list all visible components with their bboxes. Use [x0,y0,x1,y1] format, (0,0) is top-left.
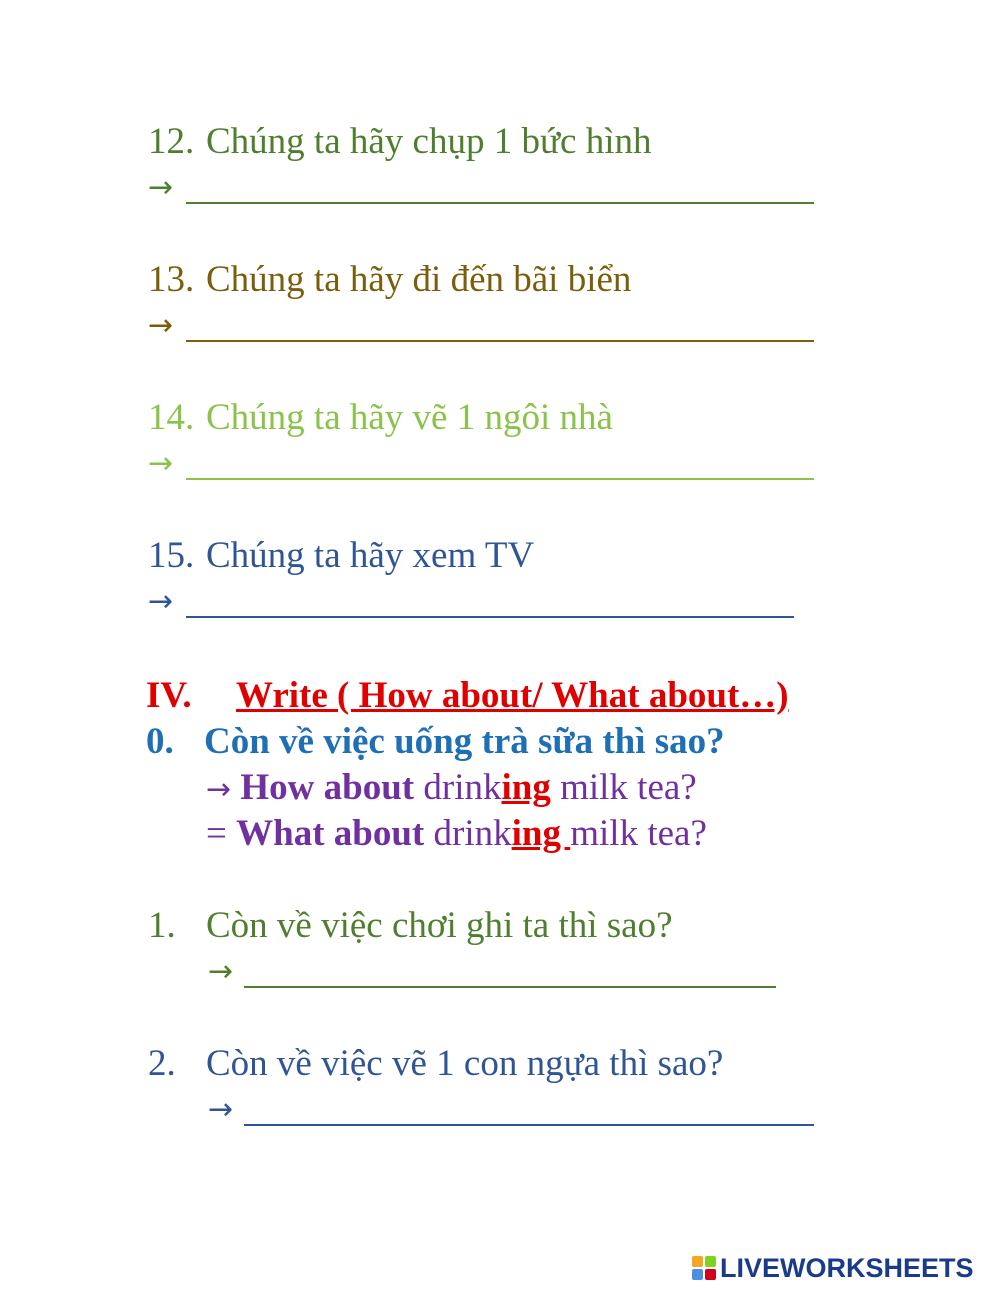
question-text: Chúng ta hãy đi đến bãi biển [206,259,632,300]
liveworksheets-logo [692,1253,974,1283]
question-15 [148,534,534,578]
equals-sign: = [206,813,227,854]
answer-input-12[interactable] [186,172,820,202]
arrow-icon: → [148,170,174,205]
answer-row-14 [148,444,814,484]
question-12 [148,120,651,164]
logo-mark-icon [692,1256,716,1280]
arrow-icon: → [148,584,174,619]
question-13 [148,258,631,302]
arrow-icon: → [208,1092,234,1127]
answer-row-1 [208,952,776,992]
logo-text: LIVEWORKSHEETS [720,1252,974,1283]
question-1 [148,904,673,948]
ing-suffix: ing [511,813,571,854]
phrase-what-about: What about [236,813,425,854]
answer-input-13[interactable] [186,310,820,340]
question-text: Chúng ta hãy vẽ 1 ngôi nhà [206,397,613,438]
section-heading [146,674,789,718]
question-number: 12. [148,121,195,162]
answer-input-2[interactable] [244,1094,820,1124]
section-title: Write ( How about/ What about…) [236,675,789,716]
question-number: 2. [148,1043,176,1084]
example-answer-1 [206,766,697,812]
arrow-icon: → [206,772,232,807]
answer-row-12 [148,168,814,208]
answer-underline [186,616,794,618]
answer-row-2 [208,1090,814,1130]
answer-input-14[interactable] [186,448,820,478]
question-text: Còn về việc chơi ghi ta thì sao? [206,905,673,946]
question-number: 15. [148,535,195,576]
answer-underline [186,340,814,342]
answer-rest: milk tea? [550,767,697,808]
ing-suffix: ing [501,767,551,808]
question-number: 0. [146,721,174,762]
question-number: 13. [148,259,195,300]
verb-stem: drink [414,767,502,808]
question-text: Chúng ta hãy chụp 1 bức hình [206,121,652,162]
question-number: 14. [148,397,195,438]
answer-underline [244,986,776,988]
answer-input-1[interactable] [244,956,782,986]
example-question [146,720,725,764]
question-text: Chúng ta hãy xem TV [206,535,535,576]
question-2 [148,1042,723,1086]
question-number: 1. [148,905,176,946]
answer-row-13 [148,306,814,346]
answer-row-15 [148,582,798,622]
answer-rest: milk tea? [570,813,707,854]
arrow-icon: → [148,446,174,481]
question-text: Còn về việc vẽ 1 con ngựa thì sao? [206,1043,724,1084]
phrase-how-about: How about [240,767,415,808]
answer-underline [186,202,814,204]
answer-underline [244,1124,814,1126]
arrow-icon: → [208,954,234,989]
arrow-icon: → [148,308,174,343]
verb-stem: drink [424,813,512,854]
section-number: IV. [146,675,192,716]
answer-underline [186,478,814,480]
question-14 [148,396,613,440]
answer-input-15[interactable] [186,586,800,616]
question-text: Còn về việc uống trà sữa thì sao? [204,721,725,762]
example-answer-2 [206,812,707,856]
